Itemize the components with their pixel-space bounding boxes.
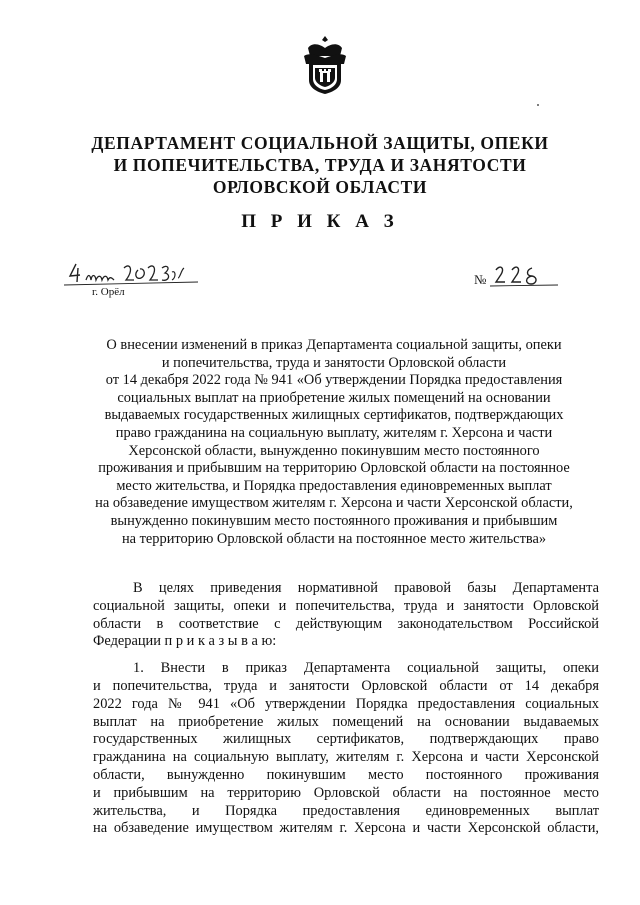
order-body (93, 580, 599, 838)
number-label: № (474, 272, 487, 287)
body-line: на обзаведение имуществом жителям г. Херсона и части Херсонской области, (93, 820, 599, 837)
department-header (60, 132, 580, 198)
body-line: жительства, и Порядка предоставления единовременных выплат (93, 802, 599, 819)
subject-line: право гражданина на социальную выплату, жителям г. Херсона и части (115, 424, 553, 441)
body-line: 1. Внести в приказ Департамента социальной защиты, опеки (133, 660, 599, 677)
subject-line: на обзаведение имуществом жителям г. Херсона и части Херсонской области, (95, 495, 573, 512)
body-line: области в соответствие с действующим законодательством Российской (93, 615, 599, 632)
body-line: гражданина на социальную выплату, жителям г. Херсона и части Херсонской (93, 749, 599, 766)
coat-of-arms-icon (300, 34, 350, 96)
body-line: и прибывшим на территорию Орловской области на постоянное место (93, 784, 599, 801)
subject-line: проживания и прибывшим на территорию Орловской области на постоянное (98, 460, 570, 477)
city-label: г. Орёл (92, 286, 125, 298)
order-subject (84, 337, 584, 548)
header-line: И ПОПЕЧИТЕЛЬСТВА, ТРУДА И ЗАНЯТОСТИ (113, 155, 527, 175)
handwritten-date (62, 258, 202, 288)
header-line: ОРЛОВСКОЙ ОБЛАСТИ (212, 177, 428, 197)
body-line: государственных жилищных сертификатов, подтверждающих право (93, 731, 599, 748)
subject-line: социальных выплат на приобретение жилых помещений на основании (117, 389, 551, 406)
subject-line: место жительства, и Порядка предоставления единовременных выплат (116, 477, 552, 494)
document-title: П Р И К А З (241, 211, 399, 232)
subject-line: выдаваемых государственных жилищных сертификатов, подтверждающих (104, 407, 564, 424)
body-line: области, вынужденно покинувшим место постоянного проживания (93, 766, 599, 783)
subject-line: от 14 декабря 2022 года № 941 «Об утверждении Порядка предоставления (105, 372, 563, 389)
subject-line: вынужденно покинувшим место постоянного проживания и прибывшим (110, 512, 558, 529)
body-line: социальной защиты, опеки и попечительства, труда и занятости Орловской (93, 597, 599, 614)
header-line: ДЕПАРТАМЕНТ СОЦИАЛЬНОЙ ЗАЩИТЫ, ОПЕКИ (91, 133, 549, 153)
scan-speck (537, 104, 539, 106)
body-line: выплат на приобретение жилых помещений на основании выдаваемых (93, 713, 599, 730)
handwritten-number (490, 262, 560, 288)
body-line: В целях приведения нормативной правовой базы Департамента (133, 580, 599, 596)
subject-line: О внесении изменений в приказ Департамента социальной защиты, опеки (106, 337, 562, 353)
body-line: и попечительства, труда и занятости Орловской области от 14 декабря (93, 677, 599, 694)
body-line: 2022 года № 941 «Об утверждении Порядка предоставления социальных (93, 695, 599, 712)
subject-line: и попечительства, труда и занятости Орловской области (161, 354, 507, 371)
subject-line: на территорию Орловской области на постоянное место жительства» (121, 530, 547, 547)
subject-line: Херсонской области, вынужденно покинувшим место постоянного (128, 442, 540, 459)
body-line: Федерации п р и к а з ы в а ю: (93, 633, 277, 650)
